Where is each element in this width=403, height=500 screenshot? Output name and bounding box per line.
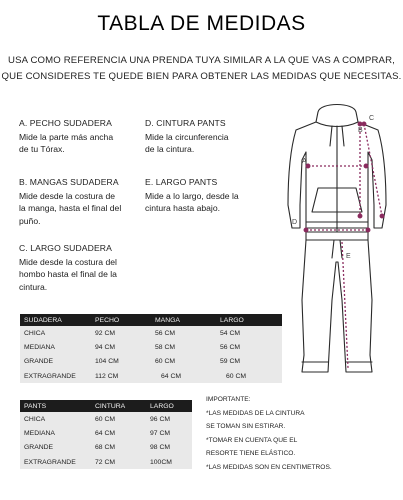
table-header-row (20, 314, 282, 326)
intro-line-2: QUE CONSIDERES TE QUEDE BIEN PARA OBTENER LAS MEDIDAS QUE NECESITAS. (1, 71, 402, 82)
page-title: TABLA DE MEDIDAS (97, 12, 306, 35)
note-line: RESORTE TIENE ELÁSTICO. (206, 450, 296, 458)
table-cell: 56 CM (155, 329, 176, 337)
table-row (20, 426, 192, 440)
section-a (19, 117, 113, 156)
diagram-letter-c: C (369, 115, 375, 122)
important-notes (206, 393, 332, 475)
intro-line-1: USA COMO REFERENCIA UNA PRENDA TUYA SIMILAR A LA QUE VAS A COMPRAR, (8, 55, 395, 66)
sudadera-size-table (20, 314, 282, 383)
table-cell: CHICA (24, 329, 46, 337)
note-line: *TOMAR EN CUENTA QUE EL (206, 436, 298, 444)
hoodie-outline (288, 105, 386, 233)
diagram-letter-d: D (292, 219, 298, 226)
table-cell: MEDIANA (24, 343, 55, 351)
section-a-line: Mide la parte más ancha (19, 131, 114, 142)
diagram-letter-a: A (302, 158, 307, 165)
column-header: PECHO (95, 314, 155, 326)
section-d-heading: D. CINTURA PANTS (145, 118, 226, 128)
note-line: *LAS MEDIDAS SON EN CENTIMETROS. (206, 463, 332, 471)
table-cell: 60 CM (95, 415, 116, 423)
section-b-line: Mide desde la costura de (19, 190, 116, 201)
table-row (20, 340, 282, 354)
column-header: LARGO (220, 314, 282, 326)
column-header: CINTURA (95, 400, 150, 412)
table-cell: 96 CM (150, 415, 171, 423)
notes-heading: IMPORTANTE: (206, 396, 251, 403)
table-cell: 68 CM (95, 444, 116, 452)
table-cell: 64 CM (95, 429, 116, 437)
column-header: SUDADERA (20, 314, 95, 326)
note-line: SE TOMAN SIN ESTIRAR. (206, 423, 286, 431)
table-cell: CHICA (24, 415, 46, 423)
table-cell: 112 CM (95, 372, 119, 380)
table-cell: MEDIANA (24, 429, 55, 437)
table-row (20, 355, 282, 369)
column-header: PANTS (20, 400, 95, 412)
table-cell: 97 CM (150, 429, 171, 437)
table-cell: 98 CM (150, 444, 171, 452)
note-line: *LAS MEDIDAS DE LA CINTURA (206, 409, 305, 417)
section-c-line: hombo hasta el final de la (19, 269, 117, 279)
table-row (20, 326, 282, 340)
table-cell: 104 CM (95, 358, 119, 366)
table-cell: 58 CM (155, 343, 176, 351)
section-b-line: la manga, hasta el final del (19, 203, 122, 213)
table-row (20, 441, 192, 455)
table-row (20, 369, 282, 383)
table-cell: 94 CM (95, 343, 116, 351)
table-cell: EXTRAGRANDE (24, 458, 76, 466)
table-cell: 54 CM (220, 329, 241, 337)
table-header-row (20, 400, 192, 412)
table-cell: GRANDE (24, 358, 54, 366)
section-c-heading: C. LARGO SUDADERA (19, 243, 112, 253)
column-header: LARGO (150, 400, 192, 412)
section-d (145, 117, 229, 156)
section-e (145, 176, 239, 215)
pants-outline (302, 228, 372, 372)
table-row (20, 455, 192, 469)
section-b-line: puño. (19, 215, 41, 226)
section-b (19, 176, 121, 227)
pants-size-table (20, 400, 192, 469)
table-cell: EXTRAGRANDE (24, 372, 76, 380)
section-d-line: de la cintura. (145, 144, 195, 154)
section-b-heading: B. MANGAS SUDADERA (19, 177, 119, 187)
table-cell: 92 CM (95, 329, 116, 337)
section-c-line: cintura. (19, 281, 48, 292)
section-c (19, 242, 117, 293)
table-cell: 64 CM (161, 372, 182, 380)
table-cell: 60 CM (226, 372, 247, 380)
diagram-letter-b: B (358, 127, 363, 134)
section-e-line: cintura hasta abajo. (145, 203, 221, 213)
section-a-heading: A. PECHO SUDADERA (19, 118, 112, 128)
table-row (20, 412, 192, 426)
table-cell: 72 CM (95, 458, 116, 466)
section-e-line: Mide a lo largo, desde la (145, 190, 239, 201)
table-cell: GRANDE (24, 444, 54, 452)
table-cell: 100CM (150, 458, 172, 466)
section-a-line: de tu Tórax. (19, 144, 65, 154)
garment-diagram (276, 100, 396, 405)
section-d-line: Mide la circunferencia (145, 131, 229, 142)
table-cell: 56 CM (220, 343, 241, 351)
table-cell: 60 CM (155, 358, 176, 366)
column-header: MANGA (155, 314, 220, 326)
table-cell: 59 CM (220, 358, 241, 366)
diagram-letter-e: E (346, 253, 351, 260)
section-e-heading: E. LARGO PANTS (145, 177, 218, 187)
section-c-line: Mide desde la costura del (19, 256, 117, 267)
